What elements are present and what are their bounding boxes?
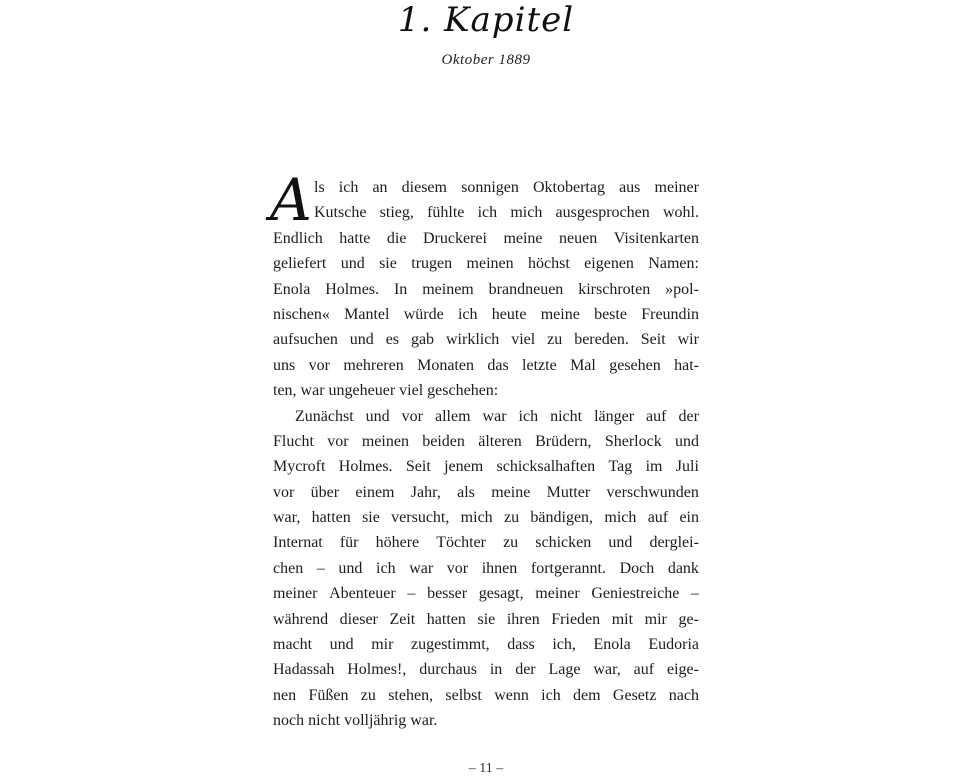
text-line: noch nicht volljährig war.	[273, 712, 438, 730]
body-text	[270, 166, 699, 734]
paragraphs	[273, 175, 699, 734]
text-line: macht und mir zugestimmt, dass ich, Enola Eudoria	[273, 636, 699, 654]
text-line: während dieser Zeit hatten sie ihren Frieden mit mir ge-	[273, 610, 699, 628]
text-line: nen Füßen zu stehen, selbst wenn ich dem Gesetz nach	[273, 686, 699, 704]
text-line: Kutsche stieg, fühlte ich mich ausgesprochen wohl.	[314, 204, 699, 222]
text-line: Enola Holmes. In meinem brandneuen kirschroten »pol-	[273, 280, 699, 298]
text-line: Flucht vor meinen beiden älteren Brüdern, Sherlock und	[273, 432, 699, 450]
text-line: Mycroft Holmes. Seit jenem schicksalhaften Tag im Juli	[273, 458, 699, 476]
text-line: meiner Abenteuer – besser gesagt, meiner Geniestreiche –	[273, 585, 699, 603]
text-line: Endlich hatte die Druckerei meine neuen Visitenkarten	[273, 229, 699, 247]
text-line: ten, war ungeheuer viel geschehen:	[273, 382, 499, 400]
text-line: chen – und ich war vor ihnen fortgerannt. Doch dank	[273, 559, 699, 577]
text-line: ls ich an diesem sonnigen Oktobertag aus meiner	[314, 179, 699, 196]
paragraph	[273, 175, 699, 404]
text-line: geliefert und sie trugen meinen höchst eigenen Namen:	[273, 255, 699, 273]
page-number: – 11 –	[468, 761, 504, 776]
text-line: Internat für höhere Töchter zu schicken und derglei-	[273, 534, 699, 552]
text-line: Zunächst und vor allem war ich nicht länger auf der	[295, 407, 699, 425]
text-line: nischen« Mantel würde ich heute meine beste Freundin	[273, 305, 699, 323]
text-line: aufsuchen und es gab wirklich viel zu bereden. Seit wir	[273, 331, 699, 349]
text-line: Hadassah Holmes!, durchaus in der Lage war, auf eige-	[273, 661, 699, 679]
text-line: vor über einem Jahr, als meine Mutter verschwunden	[273, 483, 699, 501]
paragraph	[273, 404, 699, 734]
dropcap-letter: A	[270, 166, 312, 234]
text-line: war, hatten sie versucht, mich zu bändigen, mich auf ein	[273, 509, 699, 527]
chapter-title: 1. Kapitel	[397, 0, 575, 40]
chapter-date: Oktober 1889	[441, 52, 531, 68]
text-line: uns vor mehreren Monaten das letzte Mal gesehen hat-	[273, 356, 699, 374]
